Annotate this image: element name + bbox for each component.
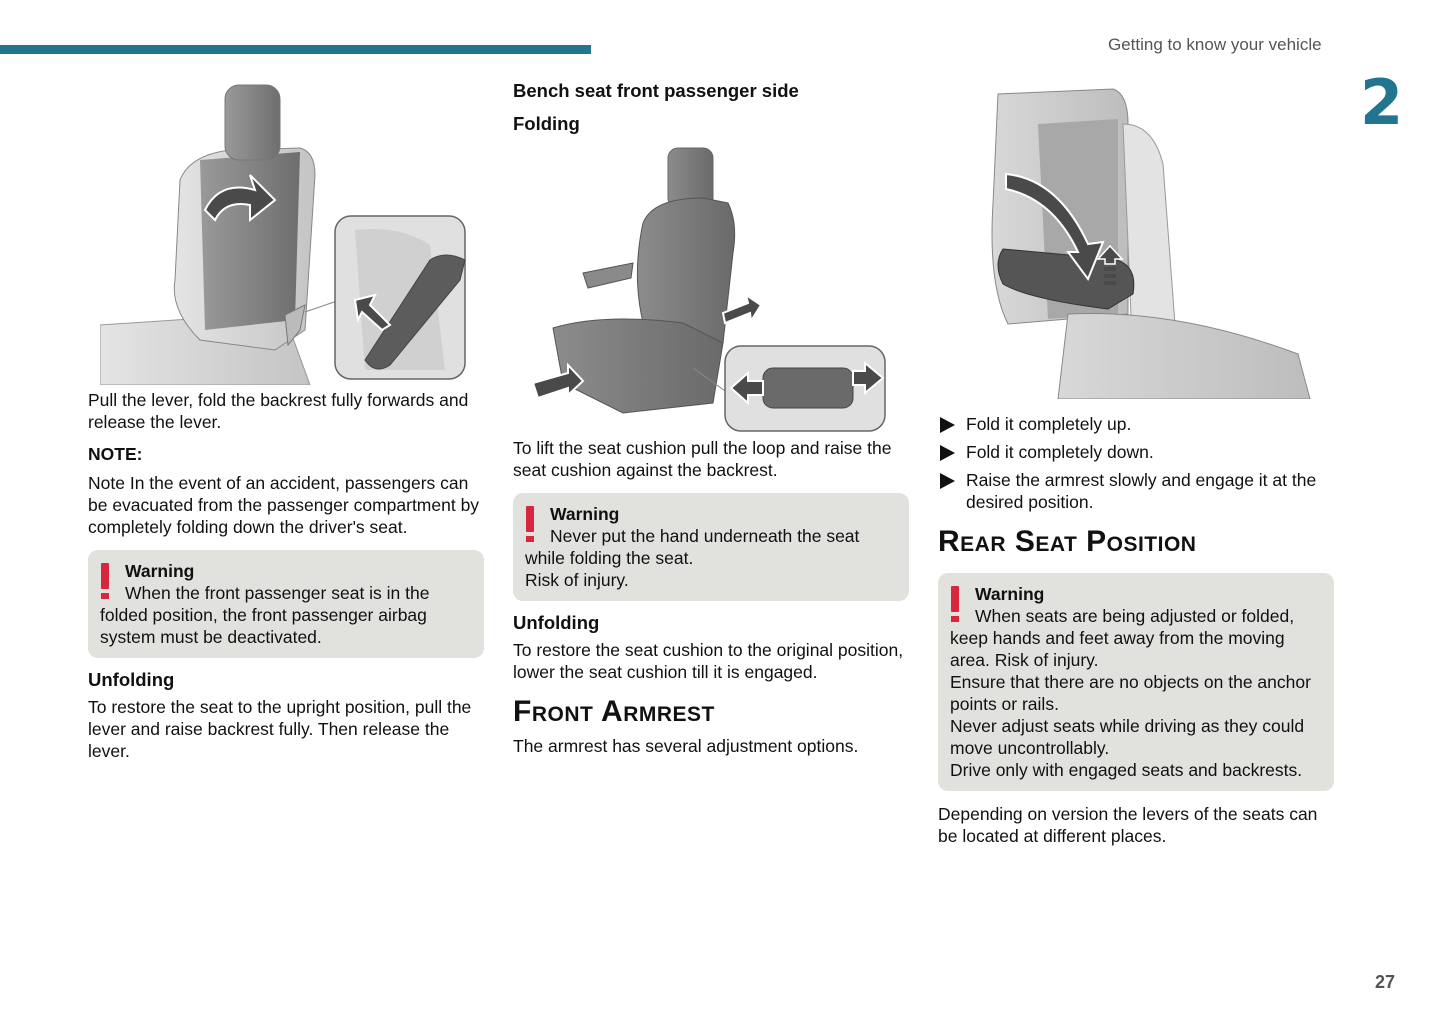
- warning-text: Never adjust seats while driving as they could move uncontrollably.: [950, 716, 1305, 758]
- closing-text: Depending on version the levers of the seats can be located at different places.: [938, 804, 1318, 846]
- column-1: [88, 80, 484, 762]
- warning-text: Ensure that there are no objects on the anchor points or rails.: [950, 672, 1311, 714]
- fold-caption: Pull the lever, fold the backrest fully forwards and release the lever.: [88, 390, 469, 432]
- unfolding-title: Unfolding: [88, 669, 175, 690]
- chapter-number: 2: [1360, 66, 1403, 139]
- seat-fold-figure: [100, 80, 480, 385]
- warning-text: Never put the hand underneath the seat while folding the seat.: [525, 526, 860, 568]
- bench-seat-heading: Bench seat front passenger side: [513, 80, 799, 101]
- seat-illustration-icon: [100, 80, 480, 385]
- bench-seat-figure: [513, 143, 893, 433]
- warning-box: [513, 493, 909, 601]
- warning-text: Risk of injury.: [525, 570, 629, 590]
- warning-text: Drive only with engaged seats and backrests.: [950, 760, 1303, 780]
- armrest-options-list: [938, 413, 1334, 513]
- lift-cushion-caption: To lift the seat cushion pull the loop and raise the seat cushion against the backrest.: [513, 438, 892, 480]
- warning-title: Warning: [975, 584, 1045, 604]
- triangle-bullet-icon: [940, 445, 955, 461]
- list-item: Raise the armrest slowly and engage it at the desired position.: [938, 469, 1334, 513]
- bench-seat-illustration-icon: [513, 143, 893, 433]
- list-item: Fold it completely up.: [938, 413, 1334, 435]
- warning-title: Warning: [550, 504, 620, 524]
- unfolding-text: To restore the seat to the upright position, pull the lever and raise backrest fully. Then release the lever.: [88, 697, 472, 761]
- column-2: [513, 80, 909, 757]
- warning-box: [88, 550, 484, 658]
- rear-seat-position-heading: Rear Seat Position: [938, 525, 1197, 558]
- armrest-illustration-icon: [938, 84, 1318, 399]
- triangle-bullet-icon: [940, 417, 955, 433]
- header-accent-bar: [0, 45, 591, 54]
- warning-text: When the front passenger seat is in the folded position, the front passenger airbag system must be deactivated.: [100, 583, 430, 647]
- warning-box: [938, 573, 1334, 791]
- armrest-figure: [938, 84, 1318, 399]
- note-text: Note In the event of an accident, passengers can be evacuated from the passenger compartment by completely folding down the driver's seat.: [88, 473, 480, 537]
- folding-heading: Folding: [513, 113, 580, 134]
- column-3: [938, 80, 1334, 847]
- running-head: Getting to know your vehicle: [1108, 35, 1322, 54]
- exclamation-icon: [98, 563, 112, 601]
- warning-text: When seats are being adjusted or folded, keep hands and feet away from the moving area. Risk of injury.: [950, 606, 1295, 670]
- front-armrest-heading: Front Armrest: [513, 695, 715, 728]
- exclamation-icon: [523, 506, 537, 544]
- unfolding-text: To restore the seat cushion to the original position, lower the seat cushion till it is engaged.: [513, 640, 904, 682]
- unfolding-title: Unfolding: [513, 612, 600, 633]
- armrest-intro: The armrest has several adjustment options.: [513, 736, 859, 756]
- exclamation-icon: [948, 586, 962, 624]
- triangle-bullet-icon: [940, 473, 955, 489]
- warning-title: Warning: [125, 561, 195, 581]
- list-item: Fold it completely down.: [938, 441, 1334, 463]
- note-title: NOTE:: [88, 444, 143, 464]
- page-number: 27: [1375, 972, 1396, 992]
